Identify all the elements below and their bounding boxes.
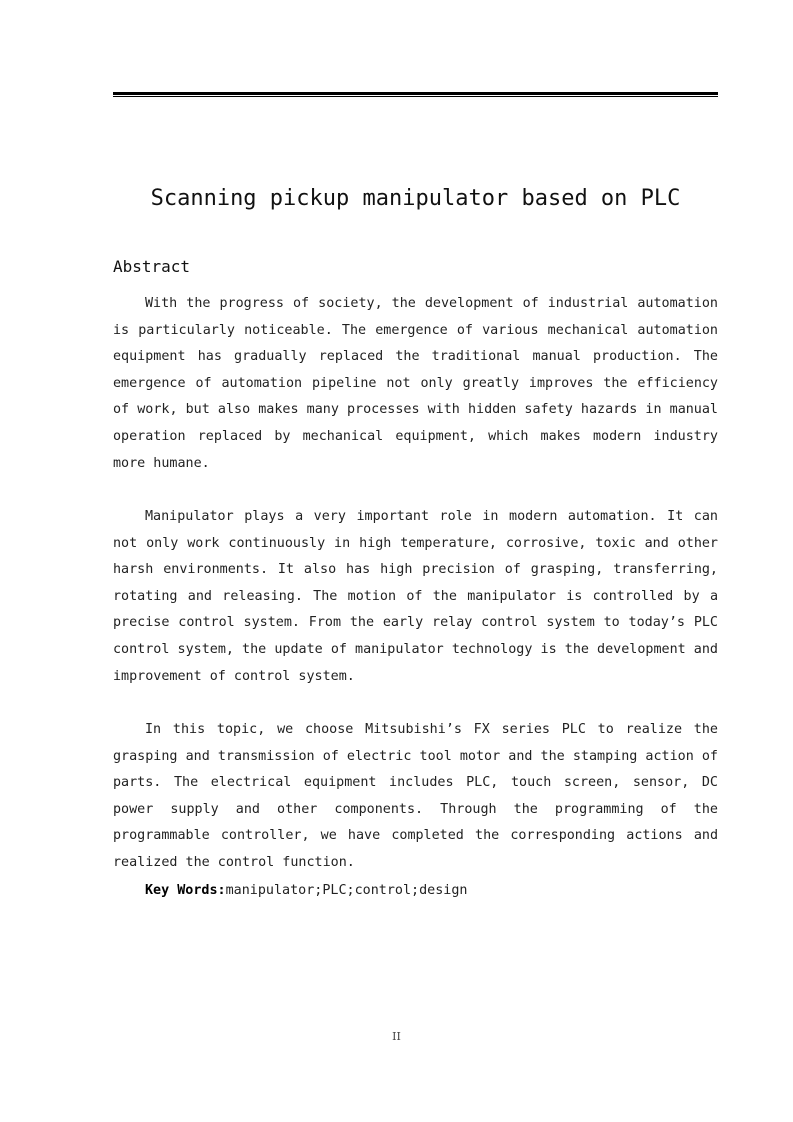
header-rule-thin [113, 96, 718, 97]
page-number: II [392, 1030, 401, 1043]
abstract-heading: Abstract [113, 257, 191, 276]
paper-title: Scanning pickup manipulator based on PLC [150, 186, 681, 211]
header-rule-thick [113, 92, 718, 95]
keywords-line [145, 878, 467, 904]
abstract-paragraph-2: Manipulator plays a very important role in modern automation. It can not only work continuously in high temperature, corrosive, toxic and other harsh environments. It also has high precision of grasping, transferring, rotating and releasing. The motion of the manipulator is controlled by a precise control system. From the early relay control system to today’s PLC control system, the update of manipulator technology is the development and improvement of control system. [113, 509, 718, 684]
keywords-label: Key Words: [145, 883, 226, 898]
abstract-paragraph-1: With the progress of society, the development of industrial automation is particularly noticeable. The emergence of various mechanical automation equipment has gradually replaced the traditional manual production. The emergence of automation pipeline not only greatly improves the efficiency of work, but also makes many processes with hidden safety hazards in manual operation replaced by mechanical equipment, which makes modern industry more humane. [113, 296, 718, 471]
keywords-value: manipulator;PLC;control;design [225, 883, 468, 898]
abstract-paragraph-3: In this topic, we choose Mitsubishi’s FX series PLC to realize the grasping and transmission of electric tool motor and the stamping action of parts. The electrical equipment includes PLC, touch screen, sensor, DC power supply and other components. Through the programming of the programmable controller, we have completed the corresponding actions and realized the control function. [113, 722, 718, 870]
